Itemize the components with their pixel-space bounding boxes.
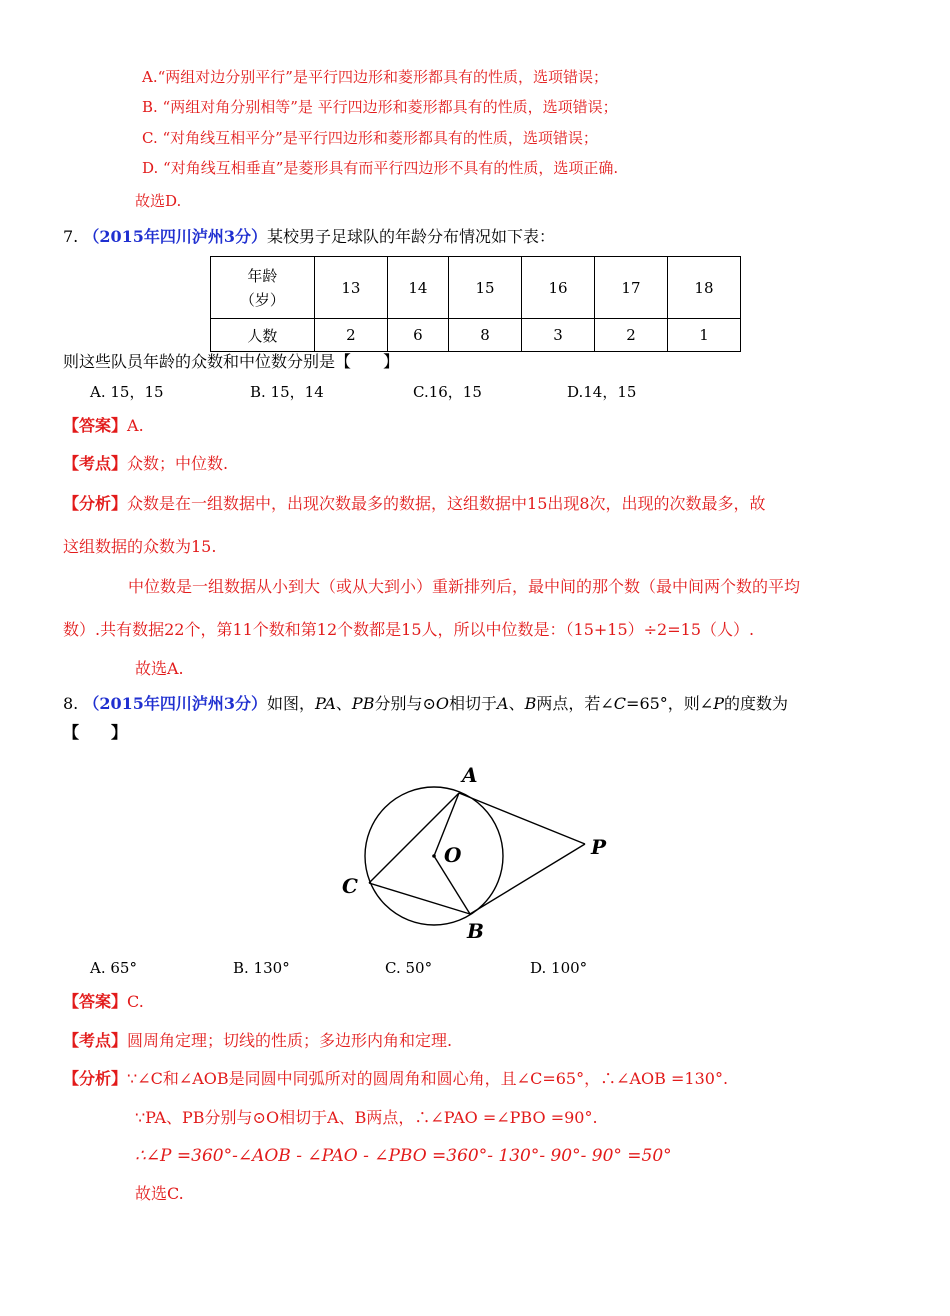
- count-header-cell: 人数: [211, 319, 315, 352]
- q6-option-c: C. “对角线互相平分”是平行四边形和菱形都具有的性质，选项错误；: [142, 129, 598, 147]
- q8-stem-pb: PB: [351, 694, 375, 713]
- q8-answer-line: [63, 991, 144, 1013]
- age-cell: 15: [449, 257, 522, 319]
- q8-analysis-2: ∵PA、PB分别与⊙O相切于A、B两点，∴∠PAO =∠PBO =90°.: [135, 1108, 598, 1127]
- q7-source: （2015年四川泸州3分）: [83, 227, 268, 246]
- q8-answer: C.: [127, 992, 144, 1011]
- q8-stem-text: =65°，则∠: [626, 694, 714, 713]
- q7-analysis-1: 众数是在一组数据中，出现次数最多的数据，这组数据中15出现8次，出现的次数最多，故: [127, 494, 766, 513]
- count-cell: 8: [449, 319, 522, 352]
- q8-analysis-1: ∵∠C和∠AOB是同圆中同弧所对的圆周角和圆心角，且∠C=65°，∴∠AOB =130°.: [127, 1069, 729, 1088]
- q7-number: 7.: [63, 227, 79, 246]
- q7-conclusion: 故选A.: [135, 659, 184, 678]
- count-cell: 6: [387, 319, 448, 352]
- tangent-pb: [470, 844, 585, 914]
- q8-stem-text: 分别与⊙: [374, 694, 436, 713]
- q8-option-a: A. 65°: [90, 959, 137, 977]
- q7-point-line: [63, 453, 228, 475]
- age-table: [210, 256, 741, 352]
- count-cell: 2: [314, 319, 387, 352]
- q8-bracket: 【 】: [63, 723, 128, 742]
- chord-cb: [369, 883, 470, 914]
- q7-answer-line: [63, 415, 144, 437]
- q7-point-tag: 【考点】: [63, 454, 128, 473]
- q8-conclusion: 故选C.: [135, 1184, 184, 1203]
- q8-stem-text: 、: [335, 694, 352, 713]
- q8-point-line: [63, 1030, 452, 1052]
- tangent-pa: [459, 793, 585, 844]
- q6-option-a: A.“两组对边分别平行”是平行四边形和菱形都具有的性质，选项错误；: [142, 68, 608, 86]
- q8-point: 圆周角定理；切线的性质；多边形内角和定理.: [127, 1031, 453, 1050]
- q7-analysis-4: 数）.共有数据22个，第11个数和第12个数都是15人，所以中位数是：（15+15）÷2=15（人）.: [63, 620, 755, 639]
- age-header-cell: [211, 257, 315, 319]
- q8-stem-text: 的度数为: [723, 694, 788, 713]
- label-a: A: [462, 763, 478, 787]
- chord-ca: [369, 793, 459, 883]
- q7-option-a: A. 15，15: [90, 383, 164, 401]
- age-cell: 17: [594, 257, 667, 319]
- count-cell: 2: [594, 319, 667, 352]
- label-b: B: [467, 919, 484, 943]
- q8-stem-c-point: C: [613, 694, 627, 713]
- q7-analysis-2: 这组数据的众数为15.: [63, 537, 217, 556]
- q8-stem-text: 、: [508, 694, 525, 713]
- q6-option-d: D. “对角线互相垂直”是菱形具有而平行四边形不具有的性质，选项正确.: [142, 159, 619, 177]
- circle-tangent-diagram: [330, 758, 630, 948]
- count-cell: 3: [522, 319, 595, 352]
- q6-option-b: B. “两组对角分别相等”是 平行四边形和菱形都具有的性质，选项错误；: [142, 98, 618, 116]
- q8-stem-b-point: B: [524, 694, 537, 713]
- label-p: P: [591, 835, 607, 859]
- q8-stem-text: 两点，若∠: [536, 694, 614, 713]
- q8-option-d: D. 100°: [530, 959, 588, 977]
- q8-stem-o: O: [435, 694, 449, 713]
- q8-point-tag: 【考点】: [63, 1031, 128, 1050]
- q7-analysis-3: 中位数是一组数据从小到大（或从大到小）重新排列后，最中间的那个数（最中间两个数的平均: [128, 577, 801, 596]
- q8-stem-p-point: P: [713, 694, 724, 713]
- q8-analysis-tag: 【分析】: [63, 1069, 128, 1088]
- q7-option-b: B. 15，14: [250, 383, 324, 401]
- label-o: O: [444, 843, 462, 867]
- q7-stem: 某校男子足球队的年龄分布情况如下表：: [267, 227, 556, 246]
- q8-option-b: B. 130°: [233, 959, 290, 977]
- q7-option-d: D.14，15: [567, 383, 637, 401]
- age-header-line1: 年龄: [247, 266, 278, 285]
- center-dot: [432, 854, 436, 858]
- q8-answer-tag: 【答案】: [63, 992, 128, 1011]
- q8-option-c: C. 50°: [385, 959, 433, 977]
- q7-stem-line: [63, 226, 555, 248]
- q8-analysis-line1: [63, 1068, 728, 1090]
- q7-answer: A.: [127, 416, 144, 435]
- q8-stem-text: 如图，: [267, 694, 316, 713]
- q8-number: 8.: [63, 694, 79, 713]
- q7-answer-tag: 【答案】: [63, 416, 128, 435]
- age-cell: 16: [522, 257, 595, 319]
- q8-analysis-3: ∴∠P =360°-∠AOB - ∠PAO - ∠PBO =360°- 130°- 90°- 90° =50°: [135, 1146, 672, 1166]
- age-cell: 13: [314, 257, 387, 319]
- q8-stem-pa: PA: [315, 694, 336, 713]
- q8-stem-a-point: A: [497, 694, 509, 713]
- q7-option-c: C.16，15: [413, 383, 482, 401]
- q8-source: （2015年四川泸州3分）: [83, 694, 268, 713]
- count-cell: 1: [667, 319, 740, 352]
- age-cell: 14: [387, 257, 448, 319]
- q8-stem-line: [63, 693, 788, 715]
- q7-analysis-tag: 【分析】: [63, 494, 128, 513]
- label-c: C: [342, 874, 358, 898]
- q7-analysis-line1: [63, 493, 766, 515]
- q6-conclusion: 故选D.: [135, 192, 182, 210]
- q8-stem-text: 相切于: [449, 694, 498, 713]
- q7-point: 众数；中位数.: [127, 454, 229, 473]
- age-header-line2: （岁）: [239, 290, 285, 309]
- q7-question: 则这些队员年龄的众数和中位数分别是【 】: [63, 352, 400, 371]
- age-cell: 18: [667, 257, 740, 319]
